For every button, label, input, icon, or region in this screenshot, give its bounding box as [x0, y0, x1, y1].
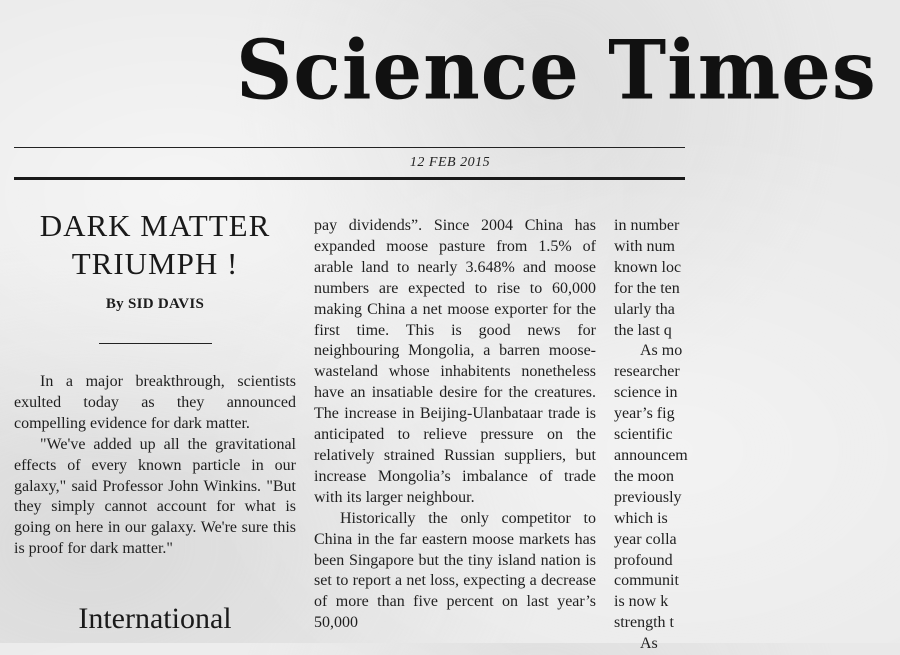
column-3-line: which is [614, 509, 668, 527]
column-3-line: science in [614, 384, 678, 402]
headline-line-1: DARK MATTER [39, 208, 271, 243]
masthead-rule-bottom [14, 177, 685, 180]
column-3-line: known loc [614, 258, 682, 276]
headline-line-2: TRIUMPH ! [71, 246, 239, 281]
column-3-line: As mo [640, 342, 683, 360]
column-3-line: year colla [614, 530, 677, 548]
article-byline: By SID DAVIS [105, 296, 205, 312]
column-3-line: ularly tha [614, 300, 675, 318]
section-heading-international: International [78, 602, 232, 635]
column-3-line: year’s fig [614, 405, 675, 423]
byline-divider [99, 343, 212, 344]
column-3-line: researcher [614, 363, 680, 381]
article-paragraph: "We've added up all the gravitational effects of every known particle in our galaxy," said Professor John Winkins. "But they simply cannot account for what is going on here in our galaxy. We're sure this is proof for dark matter." [14, 435, 296, 558]
column-3-line: the last q [614, 321, 672, 339]
column-3-line: with num [614, 237, 675, 255]
masthead-rule-top [14, 147, 685, 148]
issue-date: 12 FEB 2015 [409, 155, 491, 170]
column-3-line: communit [614, 572, 679, 590]
column-2-paragraph: Historically the only competitor to China in the far eastern moose markets has been Singapore but the tiny island nation is set to report a net loss, expecting a decrease of more than five percent on last year’s 50,000 [314, 509, 596, 632]
column-3-line: announcem [614, 446, 688, 464]
column-3-line: for the ten [614, 279, 680, 297]
column-3-line: is now k [614, 593, 669, 611]
column-2-paragraph: pay dividends”. Since 2004 China has expanded moose pasture from 1.5% of arable land to nearly 3.648% and moose numbers are expected to rise to 60,000 making China a net moose exporter for the first time. This is good news for neighbouring Mongolia, a barren moose-wasteland whose inhabitents nonetheless have an insatiable desire for the creatures. The increase in Beijing-Ulanbataar trade is anticipated to relieve pressure on the relatively strained Russian suppliers, but increase Mongolia’s imbalance of trade with its larger neighbour. [314, 217, 596, 506]
column-3-line: scientific [614, 426, 673, 444]
article-paragraph: In a major breakthrough, scientists exulted today as they announced compelling evidence for dark matter. [14, 373, 296, 432]
article-column-3 [614, 216, 688, 653]
column-3-line: the moon [614, 467, 674, 485]
article-column-1 [14, 372, 296, 560]
masthead-title: Science Times [236, 22, 877, 119]
column-3-line: As [640, 635, 658, 653]
article-column-2 [314, 216, 596, 643]
column-3-line: previously [614, 488, 682, 506]
column-3-line: strength t [614, 614, 674, 632]
column-3-line: profound [614, 551, 673, 569]
article-headline [14, 207, 296, 283]
column-3-line: in number [614, 217, 680, 234]
